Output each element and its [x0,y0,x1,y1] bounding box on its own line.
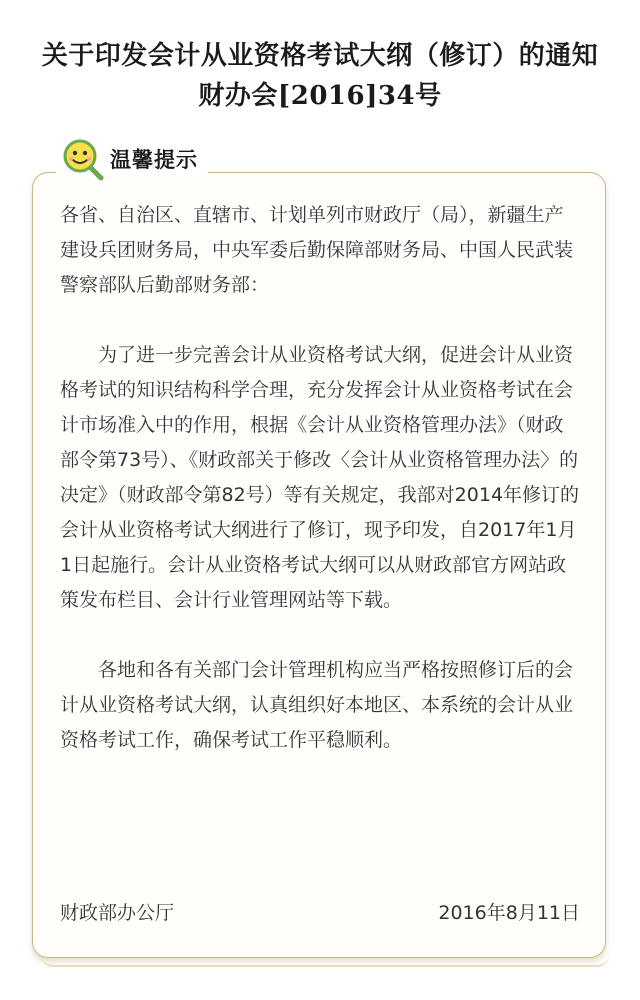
tip-tab [56,142,208,176]
magnifier-smiley-icon [60,136,106,182]
notice-title [0,36,640,116]
paragraph-1: 为了进一步完善会计从业资格考试大纲，促进会计从业资格考试的知识结构科学合理，充分发挥会计从业资格考试在会计市场准入中的作用，根据《会计从业资格管理办法》（财政部令第73号）、《财政部关于修改〈会计从业资格管理办法〉的决定》（财政部令第82号）等有关规定，我部对2014年修订的会计从业资格考试大纲进行了修订，现予印发，自2017年1月1日起施行。会计从业资格考试大纲可以从财政部官方网站政策发布栏目、会计行业管理网站等下载。 [60,344,580,611]
addressees: 各省、自治区、直辖市、计划单列市财政厅（局），新疆生产建设兵团财务局，中央军委后勤保障部财务局、中国人民武装警察部队后勤部财务部： [60,204,574,296]
title-line-1: 关于印发会计从业资格考试大纲（修订）的通知 [41,41,599,71]
paragraph-2: 各地和各有关部门会计管理机构应当严格按照修订后的会计从业资格考试大纲，认真组织好本地区、本系统的会计从业资格考试工作，确保考试工作平稳顺利。 [60,659,574,751]
document-number: 财办会[2016]34号 [198,81,442,111]
notice-body [60,198,580,758]
tip-label: 温馨提示 [110,148,198,172]
issuer: 财政部办公厅 [60,902,175,924]
signature-row [60,896,580,931]
issue-date: 2016年8月11日 [438,902,580,924]
